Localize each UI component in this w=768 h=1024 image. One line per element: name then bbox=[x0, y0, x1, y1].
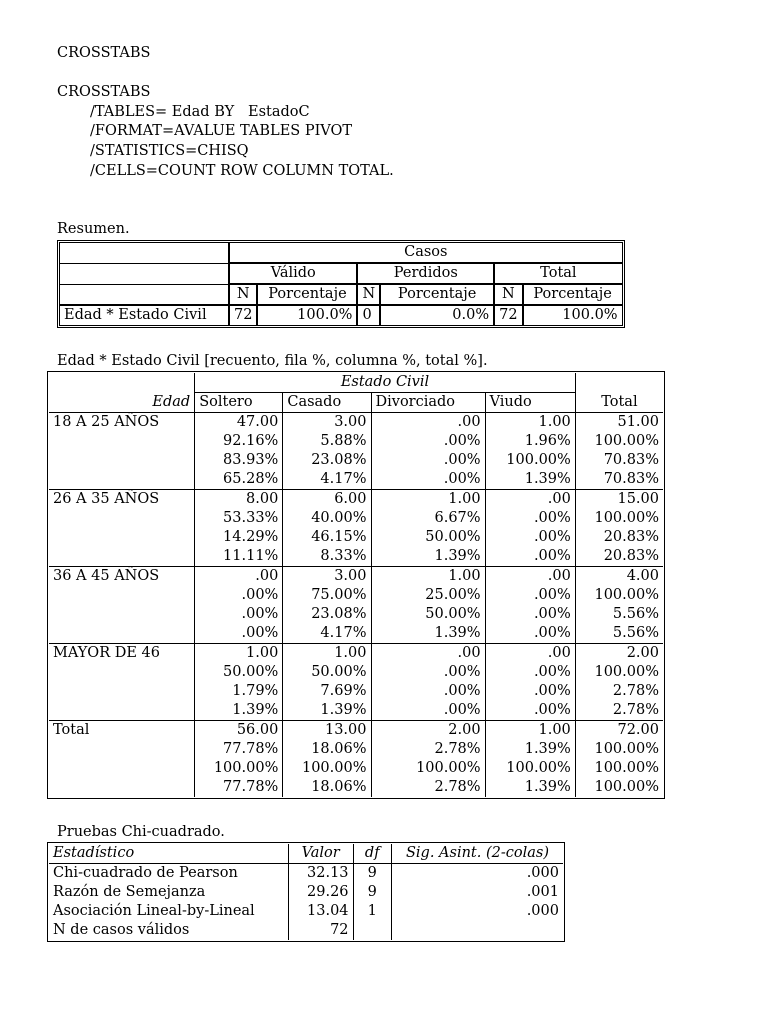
row-group-label bbox=[49, 701, 194, 721]
table-row bbox=[49, 883, 563, 902]
cell: 1.00 bbox=[485, 721, 575, 740]
cell: .00% bbox=[194, 624, 282, 644]
table-row bbox=[49, 759, 663, 778]
cell: .00% bbox=[371, 701, 485, 721]
cell: .00% bbox=[485, 509, 575, 528]
row-group-label: Total bbox=[53, 722, 90, 739]
cell: Razón de Semejanza bbox=[53, 884, 206, 901]
cell: 100.00% bbox=[575, 778, 663, 797]
cell: 4.17% bbox=[282, 624, 370, 644]
cell: 1.00 bbox=[485, 413, 575, 432]
cell: 4.00 bbox=[575, 567, 663, 586]
cell: 14.29% bbox=[194, 528, 282, 547]
cell: Asociación Lineal-by-Lineal bbox=[53, 903, 255, 920]
cell: 8.00 bbox=[194, 490, 282, 509]
cell: 2.00 bbox=[371, 721, 485, 740]
cell: 100.00% bbox=[575, 586, 663, 605]
cell: 20.83% bbox=[575, 528, 663, 547]
cell: .00% bbox=[371, 451, 485, 470]
cell: 100.0% bbox=[523, 305, 623, 326]
row-group-label bbox=[49, 778, 194, 797]
cell: .00 bbox=[371, 413, 485, 432]
table-row bbox=[49, 663, 663, 682]
cell: 9 bbox=[353, 864, 391, 883]
syntax-line: /TABLES= Edad BY EstadoC bbox=[90, 103, 310, 120]
cell: Chi-cuadrado de Pearson bbox=[53, 865, 238, 882]
cell: 72 bbox=[229, 305, 257, 326]
row-group-label: 26 A 35 AÑOS bbox=[53, 491, 160, 508]
cell: .00 bbox=[485, 644, 575, 663]
row-group-label bbox=[49, 586, 194, 605]
cell: 5.88% bbox=[282, 432, 370, 451]
table-row bbox=[49, 644, 663, 663]
cell: 50.00% bbox=[371, 605, 485, 624]
cell: 11.11% bbox=[194, 547, 282, 567]
cell: 1.39% bbox=[371, 547, 485, 567]
table-row bbox=[49, 605, 663, 624]
cell: 1.39% bbox=[485, 740, 575, 759]
cell: 100.00% bbox=[485, 759, 575, 778]
table-row bbox=[49, 921, 563, 940]
sub-header: N bbox=[357, 284, 380, 305]
cell: 100.00% bbox=[194, 759, 282, 778]
cell: 5.56% bbox=[575, 624, 663, 644]
crosstab-title: Edad * Estado Civil [recuento, fila %, columna %, total %]. bbox=[57, 352, 488, 369]
table-row bbox=[49, 509, 663, 528]
cell: .001 bbox=[391, 883, 563, 902]
cell: 20.83% bbox=[575, 547, 663, 567]
cell: .00% bbox=[485, 586, 575, 605]
cell: 75.00% bbox=[282, 586, 370, 605]
row-group-label bbox=[49, 682, 194, 701]
cell: 50.00% bbox=[371, 528, 485, 547]
row-group-label bbox=[49, 547, 194, 567]
cell: N de casos válidos bbox=[53, 922, 190, 939]
cell: 100.00% bbox=[282, 759, 370, 778]
sub-header: N bbox=[229, 284, 257, 305]
table-row bbox=[49, 864, 563, 883]
cell: 100.00% bbox=[485, 451, 575, 470]
cell: 1 bbox=[353, 902, 391, 921]
table-row bbox=[49, 528, 663, 547]
cell: 53.33% bbox=[194, 509, 282, 528]
column-header: Soltero bbox=[194, 393, 282, 413]
cell: 40.00% bbox=[282, 509, 370, 528]
cell: 6.00 bbox=[282, 490, 370, 509]
cell: .00% bbox=[371, 682, 485, 701]
cell: 51.00 bbox=[575, 413, 663, 432]
cell: 56.00 bbox=[194, 721, 282, 740]
cell: .00% bbox=[371, 663, 485, 682]
resumen-title: Resumen. bbox=[57, 221, 130, 238]
cell: .00% bbox=[485, 605, 575, 624]
cell: 15.00 bbox=[575, 490, 663, 509]
table-row bbox=[49, 701, 663, 721]
cell: 2.00 bbox=[575, 644, 663, 663]
cell: 1.96% bbox=[485, 432, 575, 451]
cell: 100.00% bbox=[575, 432, 663, 451]
syntax-heading: CROSSTABS bbox=[57, 45, 151, 61]
cell: 13.04 bbox=[288, 902, 353, 921]
syntax-line: /FORMAT=AVALUE TABLES PIVOT bbox=[90, 123, 353, 140]
table-row bbox=[49, 490, 663, 509]
cell: 32.13 bbox=[288, 864, 353, 883]
column-header: Casado bbox=[282, 393, 370, 413]
row-group-label bbox=[49, 663, 194, 682]
cell: .00% bbox=[371, 470, 485, 490]
cell: 46.15% bbox=[282, 528, 370, 547]
group-header: Válido bbox=[229, 263, 357, 284]
cell: 100.00% bbox=[575, 759, 663, 778]
cell: 9 bbox=[353, 883, 391, 902]
table-row bbox=[49, 470, 663, 490]
cell: 1.00 bbox=[194, 644, 282, 663]
crosstab-table bbox=[47, 371, 665, 799]
cell: 18.06% bbox=[282, 778, 370, 797]
table-row bbox=[49, 413, 663, 432]
row-group-label: 18 A 25 AÑOS bbox=[53, 414, 160, 431]
chi-header: Sig. Asint. (2-colas) bbox=[391, 844, 563, 864]
cell: 23.08% bbox=[282, 605, 370, 624]
row-group-label bbox=[49, 605, 194, 624]
row-group-label bbox=[49, 624, 194, 644]
cell: .00% bbox=[485, 701, 575, 721]
casos-header: Casos bbox=[229, 242, 623, 263]
cell: 77.78% bbox=[194, 740, 282, 759]
cell: 70.83% bbox=[575, 470, 663, 490]
row-group-label bbox=[49, 528, 194, 547]
cell: 7.69% bbox=[282, 682, 370, 701]
cell: .00 bbox=[485, 567, 575, 586]
cell: .00% bbox=[194, 586, 282, 605]
cell bbox=[353, 921, 391, 940]
cell: 29.26 bbox=[288, 883, 353, 902]
cell: 5.56% bbox=[575, 605, 663, 624]
cell: 0.0% bbox=[380, 305, 494, 326]
chi-title: Pruebas Chi-cuadrado. bbox=[57, 823, 225, 840]
cell: .00% bbox=[194, 605, 282, 624]
syntax-line: /STATISTICS=CHISQ bbox=[90, 142, 249, 159]
cell: 100.00% bbox=[575, 663, 663, 682]
row-group-label bbox=[49, 759, 194, 778]
cell: .00% bbox=[485, 624, 575, 644]
row-label: Edad * Estado Civil bbox=[59, 305, 229, 326]
cell: 6.67% bbox=[371, 509, 485, 528]
cell: 1.79% bbox=[194, 682, 282, 701]
cell: .00% bbox=[485, 547, 575, 567]
column-header-total: Total bbox=[575, 393, 663, 413]
cell: 1.39% bbox=[371, 624, 485, 644]
column-header: Divorciado bbox=[371, 393, 485, 413]
cell: 100.00% bbox=[575, 509, 663, 528]
syntax-command: CROSSTABS bbox=[57, 84, 151, 101]
cell: 1.39% bbox=[194, 701, 282, 721]
cell: 47.00 bbox=[194, 413, 282, 432]
table-row bbox=[49, 586, 663, 605]
cell: 65.28% bbox=[194, 470, 282, 490]
spss-output bbox=[53, 44, 717, 946]
row-group-label bbox=[49, 509, 194, 528]
column-header: Viudo bbox=[485, 393, 575, 413]
cell: 72.00 bbox=[575, 721, 663, 740]
cell: 50.00% bbox=[194, 663, 282, 682]
cell: 3.00 bbox=[282, 413, 370, 432]
table-row bbox=[49, 902, 563, 921]
table-row bbox=[49, 547, 663, 567]
cell: .00% bbox=[371, 432, 485, 451]
cell: 1.39% bbox=[485, 470, 575, 490]
chi-header: Estadístico bbox=[49, 844, 288, 864]
cell: .00% bbox=[485, 528, 575, 547]
cell: 0 bbox=[357, 305, 380, 326]
cell: 25.00% bbox=[371, 586, 485, 605]
cell: 1.39% bbox=[282, 701, 370, 721]
row-group-label: 36 A 45 AÑOS bbox=[53, 568, 160, 585]
cell: .00 bbox=[485, 490, 575, 509]
table-row bbox=[49, 778, 663, 797]
cell: 13.00 bbox=[282, 721, 370, 740]
cell: 83.93% bbox=[194, 451, 282, 470]
table-row bbox=[49, 451, 663, 470]
cell: 3.00 bbox=[282, 567, 370, 586]
table-row bbox=[49, 682, 663, 701]
chi-header: df bbox=[353, 844, 391, 864]
cell: 72 bbox=[494, 305, 522, 326]
cell: 8.33% bbox=[282, 547, 370, 567]
cell: .00 bbox=[194, 567, 282, 586]
chi-table bbox=[47, 842, 565, 942]
cell: .00% bbox=[485, 682, 575, 701]
cell: 2.78% bbox=[371, 740, 485, 759]
table-row bbox=[49, 721, 663, 740]
cell: 2.78% bbox=[575, 682, 663, 701]
cell: .000 bbox=[391, 864, 563, 883]
cell: 50.00% bbox=[282, 663, 370, 682]
cell: 23.08% bbox=[282, 451, 370, 470]
cell bbox=[391, 921, 563, 940]
row-group-label bbox=[49, 451, 194, 470]
row-var-header: Edad bbox=[49, 393, 194, 413]
cell: 1.00 bbox=[371, 567, 485, 586]
cell: 70.83% bbox=[575, 451, 663, 470]
cell: 77.78% bbox=[194, 778, 282, 797]
cell: 100.00% bbox=[371, 759, 485, 778]
sub-header: Porcentaje bbox=[257, 284, 357, 305]
cell: 4.17% bbox=[282, 470, 370, 490]
cell: .00% bbox=[485, 663, 575, 682]
table-row bbox=[49, 624, 663, 644]
cell: 18.06% bbox=[282, 740, 370, 759]
cell: 2.78% bbox=[371, 778, 485, 797]
cell: 2.78% bbox=[575, 701, 663, 721]
table-row bbox=[49, 740, 663, 759]
row-group-label bbox=[49, 740, 194, 759]
table-row bbox=[49, 432, 663, 451]
row-group-label bbox=[49, 470, 194, 490]
sub-header: N bbox=[494, 284, 522, 305]
group-header: Perdidos bbox=[357, 263, 494, 284]
cell: .000 bbox=[391, 902, 563, 921]
cell: 1.00 bbox=[282, 644, 370, 663]
sub-header: Porcentaje bbox=[380, 284, 494, 305]
sub-header: Porcentaje bbox=[523, 284, 623, 305]
cell: 92.16% bbox=[194, 432, 282, 451]
row-group-label: MAYOR DE 46 bbox=[53, 645, 160, 662]
cell: 72 bbox=[288, 921, 353, 940]
group-header: Total bbox=[494, 263, 622, 284]
syntax-line: /CELLS=COUNT ROW COLUMN TOTAL. bbox=[90, 162, 394, 179]
cell: .00 bbox=[371, 644, 485, 663]
cell: 1.00 bbox=[371, 490, 485, 509]
chi-header: Valor bbox=[288, 844, 353, 864]
col-var-header: Estado Civil bbox=[194, 373, 575, 393]
cell: 100.0% bbox=[257, 305, 357, 326]
row-group-label bbox=[49, 432, 194, 451]
cell: 1.39% bbox=[485, 778, 575, 797]
cell: 100.00% bbox=[575, 740, 663, 759]
resumen-table bbox=[57, 240, 625, 328]
table-row bbox=[49, 567, 663, 586]
